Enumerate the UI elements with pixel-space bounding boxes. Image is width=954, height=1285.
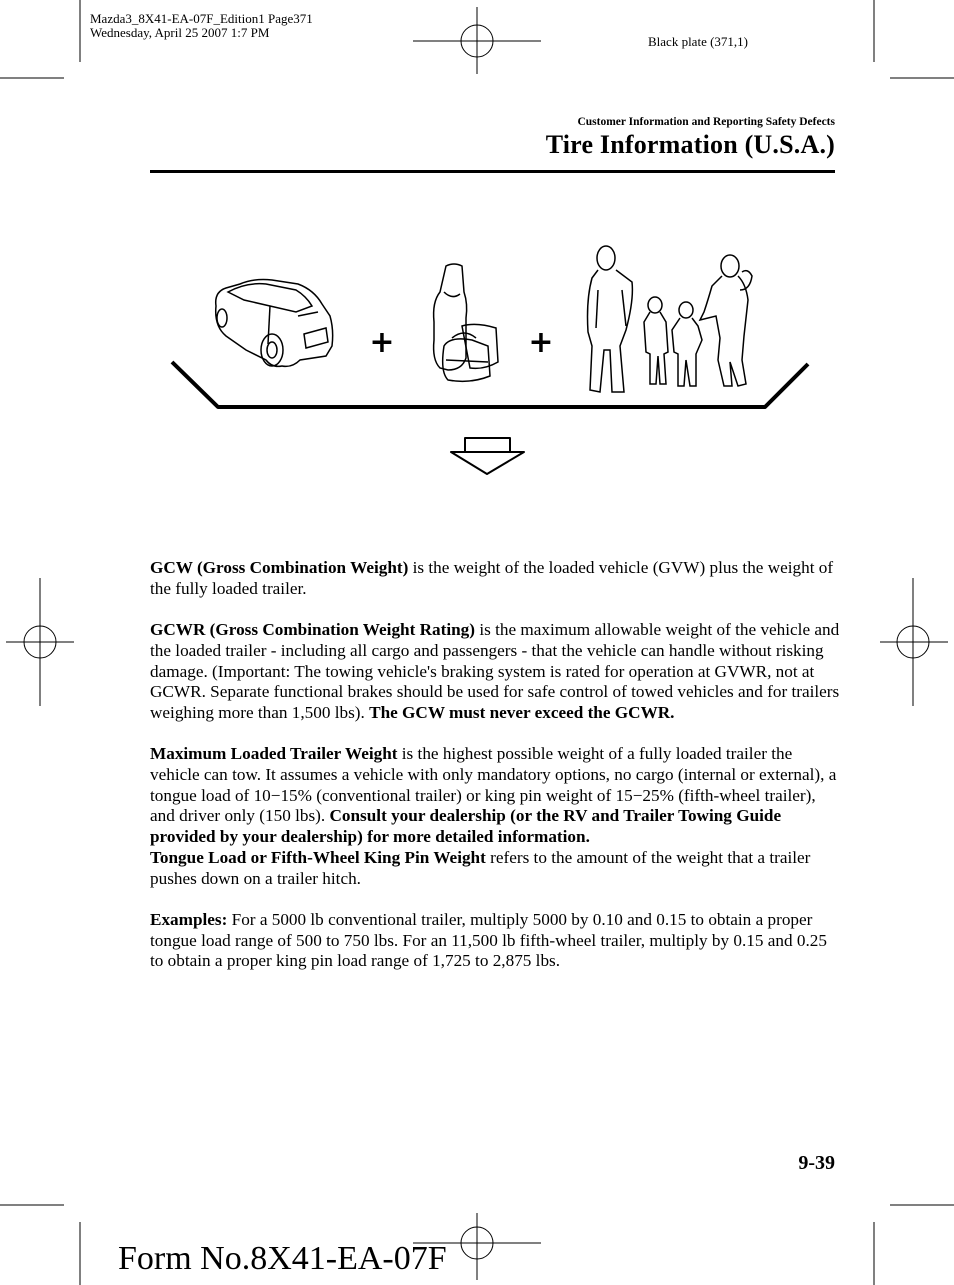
body-text <box>150 558 840 993</box>
plus-sign-1: + <box>369 325 395 360</box>
gcwr-warning: The GCW must never exceed the GCWR. <box>369 702 675 722</box>
section-label: Customer Information and Reporting Safety Defects <box>577 116 835 128</box>
paragraph-gcwr: GCWR (Gross Combination Weight Rating) is the maximum allowable weight of the vehicle and the loaded trailer - including all cargo and passengers - that the vehicle can handle without risking damage. (Important: The towing vehicle's braking system is rated for operation at GVWR, not at GCWR. Separate functional brakes should be used for safe control of towed vehicles and for trailers weighing more than 1,500 lbs). The GCW must never exceed the GCWR. <box>150 620 840 722</box>
print-meta-line1: Mazda3_8X41-EA-07F_Edition1 Page371 <box>90 11 313 26</box>
term-gcwr: GCWR (Gross Combination Weight Rating) <box>150 620 476 640</box>
term-max-trailer-weight: Maximum Loaded Trailer Weight <box>150 744 398 764</box>
print-meta-line2: Wednesday, April 25 2007 1:7 PM <box>90 25 270 40</box>
passengers-icon <box>588 246 753 392</box>
paragraph-examples: Examples: For a 5000 lb conventional trailer, multiply 5000 by 0.10 and 0.15 to obtain a proper tongue load range of 500 to 750 lbs. For an 11,500 lb fifth-wheel trailer, multiply by 0.15 and 0.25 to obtain a proper king pin load range of 1,725 to 2,875 lbs. <box>150 909 827 971</box>
paragraph-gcw: GCW (Gross Combination Weight) is the weight of the loaded vehicle (GVW) plus the weight of the fully loaded trailer. <box>150 558 834 598</box>
page-number: 9-39 <box>798 1152 835 1174</box>
page-title: Tire Information (U.S.A.) <box>545 130 835 159</box>
title-rule <box>150 170 835 173</box>
term-gcw: GCW (Gross Combination Weight) <box>150 558 409 577</box>
term-examples: Examples: <box>150 909 228 929</box>
form-number: Form No.8X41-EA-07F <box>118 1240 447 1277</box>
plus-sign-2: + <box>528 325 554 360</box>
plate-label: Black plate (371,1) <box>648 34 748 49</box>
term-tongue-load: Tongue Load or Fifth-Wheel King Pin Weight <box>150 847 486 867</box>
gcw-illustration <box>172 246 808 474</box>
dealer-note: Consult your dealership (or the RV and Trailer Towing Guide provided by your dealership) for more detailed information. <box>150 806 782 847</box>
luggage-icon <box>434 264 498 381</box>
car-icon <box>216 280 333 367</box>
down-arrow-icon <box>451 438 524 474</box>
print-metadata <box>90 12 313 40</box>
paragraph-max-trailer-weight: Maximum Loaded Trailer Weight is the highest possible weight of a fully loaded trailer the vehicle can tow. It assumes a vehicle with only mandatory options, no cargo (internal or external), a tongue load of 10−15% (conventional trailer) or king pin weight of 15−25% (fifth-wheel trailer), and driver only (150 lbs). Consult your dealership (or the RV and Trailer Towing Guide provided by your dealership) for more detailed information. Tongue Load or Fifth-Wheel King Pin Weight refers to the amount of the weight that a trailer pushes down on a trailer hitch. <box>150 744 837 888</box>
